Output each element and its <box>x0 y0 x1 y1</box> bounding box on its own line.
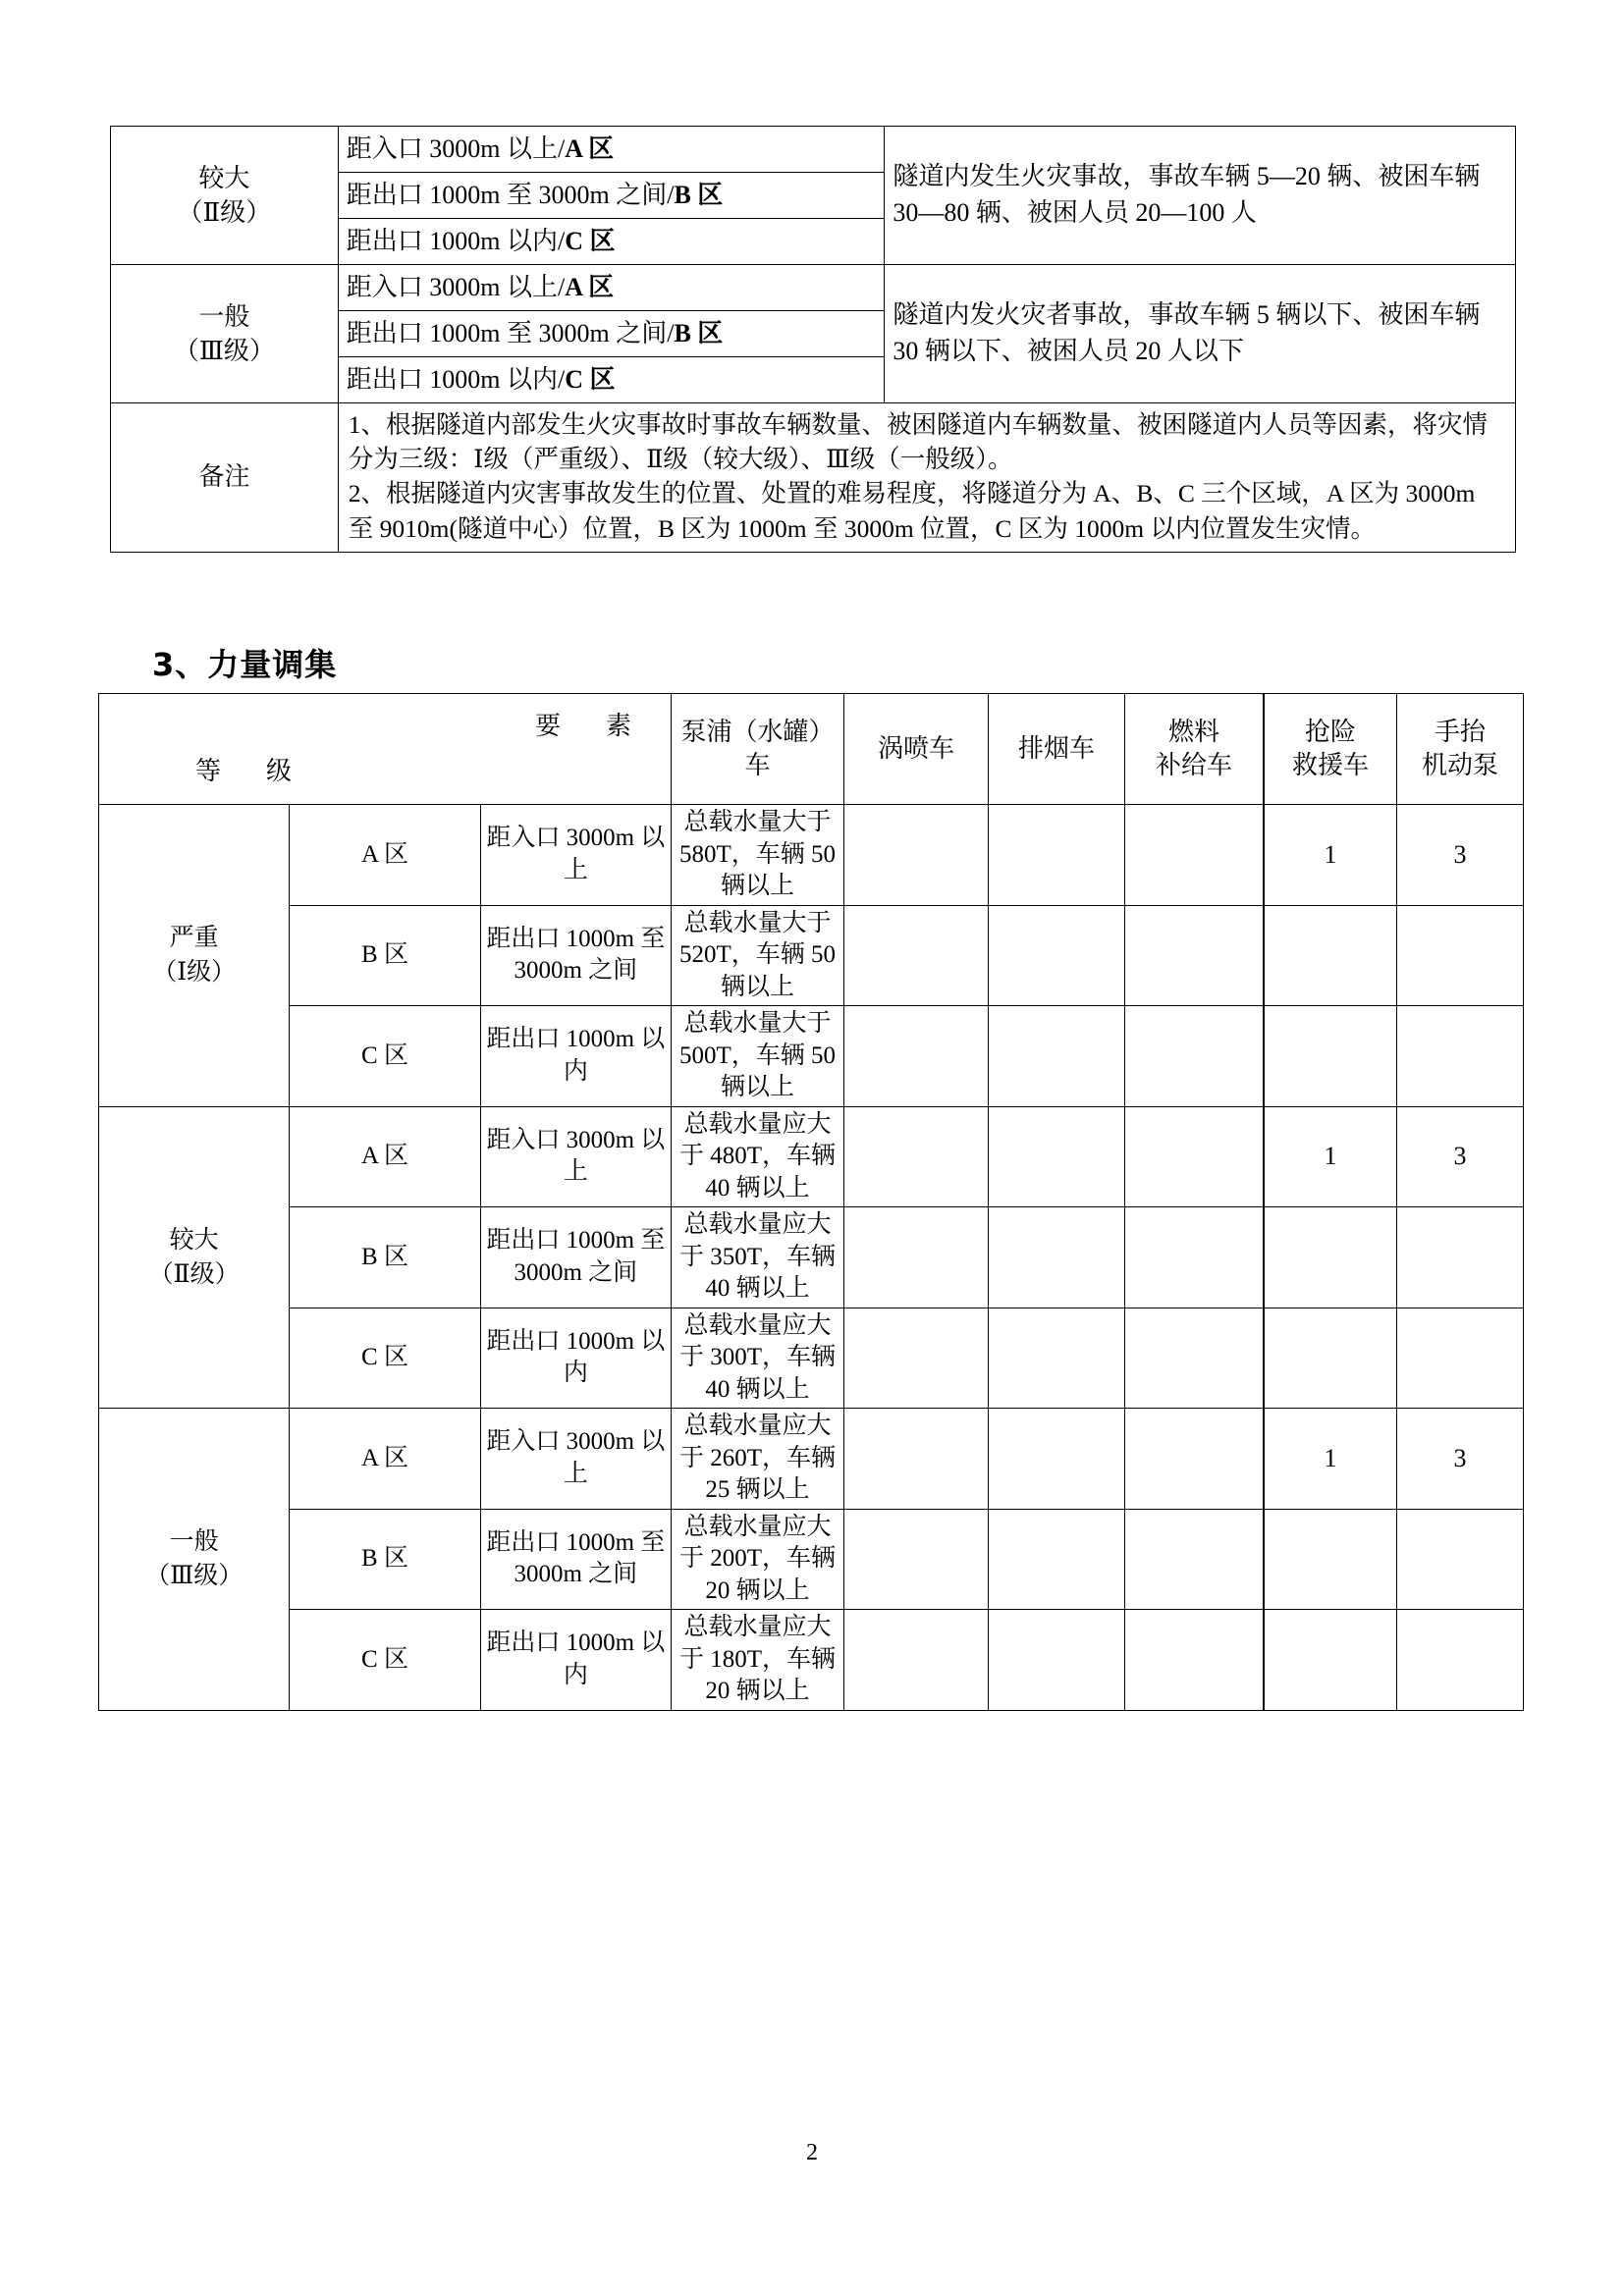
pump-vehicle-cell <box>672 1308 844 1409</box>
pump-line3: 40 辆以上 <box>705 1174 810 1201</box>
zone-cell: B 区 <box>290 905 480 1006</box>
table-row <box>99 805 1524 906</box>
table-row <box>111 265 1516 311</box>
element-header-label: 要 素 <box>534 712 641 740</box>
element-line2: 3000m 之间 <box>514 957 638 985</box>
pump-line2: 于 350T，车辆 <box>678 1243 837 1270</box>
pump-line3: 20 辆以上 <box>705 1576 810 1604</box>
portable-pump-cell <box>1397 1610 1524 1711</box>
zone-cell: A 区 <box>290 805 480 906</box>
remarks-line-2: 2、根据隧道内灾害事故发生的位置、处置的难易程度，将隧道分为 A、B、C 三个区域，A 区为 3000m 至 9010m(隧道中心）位置，B 区为 1000m 至 3000m 位置，C 区为 1000m 以内位置发生灾情。 <box>348 479 1476 543</box>
pump-vehicle-cell <box>672 805 844 906</box>
pump-vehicle-cell <box>672 1610 844 1711</box>
grade-description-cell: 隧道内发火灾者事故，事故车辆 5 辆以下、被困车辆 30 辆以下、被困人员 20 人以下 <box>885 265 1516 403</box>
group-level-line1: 较大 <box>169 1226 219 1254</box>
zone-text: 距出口 1000m 至 3000m 之间/ <box>346 318 675 347</box>
fuel-supply-cell <box>1125 1308 1265 1409</box>
fuel-supply-cell <box>1125 1509 1265 1610</box>
element-cell <box>480 1006 671 1107</box>
pump-vehicle-cell <box>672 905 844 1006</box>
pump-vehicle-cell <box>672 1409 844 1510</box>
zone-code: C 区 <box>565 364 616 394</box>
group-level-cell <box>99 1409 290 1711</box>
column-header-fuel-supply <box>1125 694 1265 805</box>
pump-line3: 40 辆以上 <box>705 1375 810 1403</box>
fuel-supply-cell <box>1125 1610 1265 1711</box>
zone-cell <box>338 357 885 403</box>
rescue-vehicle-cell: 1 <box>1264 1409 1397 1510</box>
fuel-supply-cell <box>1125 1006 1265 1107</box>
portable-pump-cell: 3 <box>1397 1409 1524 1510</box>
element-line1: 距入口 3000m 以上 <box>486 1126 666 1186</box>
pump-line1: 总载水量大于 <box>683 1010 832 1037</box>
level-element-split-header <box>99 694 672 805</box>
zone-code: B 区 <box>674 318 724 347</box>
pump-line1: 总载水量应大 <box>683 1413 832 1439</box>
grade-description-cell: 隧道内发生火灾事故，事故车辆 5—20 辆、被困车辆 30—80 辆、被困人员 20—100 人 <box>885 127 1516 265</box>
group-level-line2: （Ⅱ级） <box>148 1260 240 1288</box>
portable-pump-cell <box>1397 1308 1524 1409</box>
fuel-supply-cell <box>1125 805 1265 906</box>
zone-cell: C 区 <box>290 1308 480 1409</box>
element-line1: 距入口 3000m 以上 <box>486 825 666 883</box>
fuel-supply-cell <box>1125 1409 1265 1510</box>
zone-text: 距出口 1000m 以内/ <box>346 364 566 394</box>
pump-line1: 总载水量应大 <box>683 1614 832 1640</box>
pump-line1: 总载水量应大 <box>683 1110 832 1138</box>
element-line1: 距出口 1000m 以内 <box>486 1026 666 1085</box>
vortex-vehicle-cell <box>844 1106 989 1207</box>
smoke-exhaust-cell <box>989 805 1125 906</box>
zone-cell <box>338 127 885 173</box>
pump-line3: 25 辆以上 <box>705 1476 810 1503</box>
remarks-label: 备注 <box>111 403 339 553</box>
pump-line2: 于 180T，车辆 <box>678 1645 837 1673</box>
grade-level-cell <box>111 265 339 403</box>
element-line2: 3000m 之间 <box>514 1258 638 1286</box>
pump-line2: 520T，车辆 50 <box>678 941 837 968</box>
smoke-exhaust-cell <box>989 1308 1125 1409</box>
column-header-motor-line2: 机动泵 <box>1421 751 1498 779</box>
column-header-fuel-line1: 燃料 <box>1167 718 1219 747</box>
rescue-vehicle-cell: 1 <box>1264 805 1397 906</box>
portable-pump-cell <box>1397 1006 1524 1107</box>
fuel-supply-cell <box>1125 905 1265 1006</box>
remarks-body <box>338 403 1515 553</box>
pump-line2: 于 260T，车辆 <box>678 1444 837 1471</box>
table-row <box>99 1509 1524 1610</box>
element-line1: 距出口 1000m 以内 <box>486 1327 666 1387</box>
column-header-vortex: 涡喷车 <box>844 694 989 805</box>
element-cell <box>480 1308 671 1409</box>
pump-line3: 40 辆以上 <box>705 1275 810 1302</box>
zone-code: C 区 <box>565 226 616 255</box>
zone-code: A 区 <box>565 133 615 163</box>
table-row <box>99 1308 1524 1409</box>
pump-line2: 于 300T，车辆 <box>678 1344 837 1370</box>
table-header-row <box>99 694 1524 805</box>
vortex-vehicle-cell <box>844 1207 989 1308</box>
portable-pump-cell <box>1397 1207 1524 1308</box>
table-row <box>99 1409 1524 1510</box>
fuel-supply-cell <box>1125 1207 1265 1308</box>
pump-line1: 总载水量大于 <box>683 909 832 936</box>
table-row <box>99 1006 1524 1107</box>
section-heading: 3、力量调集 <box>152 646 338 683</box>
zone-cell <box>338 173 885 219</box>
zone-cell: A 区 <box>290 1409 480 1510</box>
element-line1: 距出口 1000m 至 <box>486 1227 666 1255</box>
pump-line3: 20 辆以上 <box>705 1678 810 1704</box>
element-line1: 距出口 1000m 至 <box>486 925 666 952</box>
zone-code: A 区 <box>565 272 615 301</box>
vortex-vehicle-cell <box>844 1610 989 1711</box>
vortex-vehicle-cell <box>844 905 989 1006</box>
rescue-vehicle-cell <box>1264 1308 1397 1409</box>
pump-line1: 总载水量大于 <box>683 809 832 835</box>
group-level-line2: （Ⅰ级） <box>152 959 237 987</box>
disaster-grading-table <box>110 126 1516 553</box>
pump-vehicle-cell <box>672 1106 844 1207</box>
group-level-cell <box>99 805 290 1107</box>
smoke-exhaust-cell <box>989 1509 1125 1610</box>
column-header-smoke-exhaust: 排烟车 <box>989 694 1125 805</box>
zone-text: 距出口 1000m 至 3000m 之间/ <box>346 180 675 209</box>
fuel-supply-cell <box>1125 1106 1265 1207</box>
zone-cell <box>338 311 885 357</box>
group-level-line2: （Ⅲ级） <box>145 1563 244 1590</box>
pump-line2: 580T，车辆 50 <box>678 840 837 868</box>
column-header-rescue-line1: 抢险 <box>1304 718 1356 747</box>
smoke-exhaust-cell <box>989 1409 1125 1510</box>
zone-cell: A 区 <box>290 1106 480 1207</box>
rescue-vehicle-cell <box>1264 905 1397 1006</box>
zone-cell: B 区 <box>290 1509 480 1610</box>
grade-level-cell <box>111 127 339 265</box>
pump-line2: 于 480T，车辆 <box>678 1143 837 1169</box>
page-number: 2 <box>806 2140 818 2165</box>
pump-line1: 总载水量应大 <box>683 1311 832 1339</box>
table-row-remarks <box>111 403 1516 553</box>
column-header-pump: 泵浦（水罐）车 <box>672 694 844 805</box>
pump-line3: 辆以上 <box>720 873 794 899</box>
pump-vehicle-cell <box>672 1207 844 1308</box>
vortex-vehicle-cell <box>844 1409 989 1510</box>
zone-text: 距出口 1000m 以内/ <box>346 226 566 255</box>
vortex-vehicle-cell <box>844 1509 989 1610</box>
rescue-vehicle-cell <box>1264 1610 1397 1711</box>
column-header-motor-line1: 手抬 <box>1434 718 1486 747</box>
element-cell <box>480 1207 671 1308</box>
vortex-vehicle-cell <box>844 1006 989 1107</box>
table-row <box>99 905 1524 1006</box>
level-header-label: 等 级 <box>195 757 302 786</box>
smoke-exhaust-cell <box>989 1207 1125 1308</box>
portable-pump-cell <box>1397 1509 1524 1610</box>
zone-cell: B 区 <box>290 1207 480 1308</box>
group-level-line1: 严重 <box>169 925 219 952</box>
group-level-line1: 一般 <box>169 1528 219 1556</box>
vortex-vehicle-cell <box>844 805 989 906</box>
zone-cell: C 区 <box>290 1610 480 1711</box>
pump-line1: 总载水量应大 <box>683 1211 832 1238</box>
element-cell <box>480 1409 671 1510</box>
element-cell <box>480 905 671 1006</box>
rescue-vehicle-cell <box>1264 1509 1397 1610</box>
element-line1: 距出口 1000m 以内 <box>486 1629 666 1688</box>
zone-cell <box>338 265 885 311</box>
smoke-exhaust-cell <box>989 905 1125 1006</box>
pump-vehicle-cell <box>672 1509 844 1610</box>
remarks-line-1: 1、根据隧道内部发生火灾事故时事故车辆数量、被困隧道内车辆数量、被困隧道内人员等因素，将灾情分为三级：Ⅰ级（严重级）、Ⅱ级（较大级）、Ⅲ级（一般级）。 <box>348 410 1489 474</box>
element-line1: 距出口 1000m 至 <box>486 1528 666 1556</box>
column-header-rescue <box>1264 694 1397 805</box>
element-cell <box>480 1106 671 1207</box>
table-row <box>111 127 1516 173</box>
group-level-cell <box>99 1106 290 1409</box>
pump-line3: 辆以上 <box>720 1074 794 1100</box>
table-row <box>99 1106 1524 1207</box>
pump-line2: 于 200T，车辆 <box>678 1545 837 1572</box>
portable-pump-cell <box>1397 905 1524 1006</box>
force-deployment-table <box>98 693 1524 1711</box>
zone-code: B 区 <box>674 180 724 209</box>
zone-cell: C 区 <box>290 1006 480 1107</box>
element-cell <box>480 1509 671 1610</box>
pump-line3: 辆以上 <box>720 973 794 1000</box>
zone-cell <box>338 219 885 265</box>
table-row <box>99 1207 1524 1308</box>
smoke-exhaust-cell <box>989 1610 1125 1711</box>
rescue-vehicle-cell: 1 <box>1264 1106 1397 1207</box>
element-line2: 3000m 之间 <box>514 1561 638 1588</box>
column-header-fuel-line2: 补给车 <box>1155 751 1232 779</box>
grade-level-line1: 较大 <box>198 163 250 192</box>
table-row <box>99 1610 1524 1711</box>
smoke-exhaust-cell <box>989 1106 1125 1207</box>
pump-line2: 500T，车辆 50 <box>678 1041 837 1069</box>
element-cell <box>480 1610 671 1711</box>
zone-text: 距入口 3000m 以上/ <box>346 133 566 163</box>
grade-level-line2: （Ⅲ级） <box>173 337 275 365</box>
grade-level-line2: （Ⅱ级） <box>177 198 272 227</box>
pump-line1: 总载水量应大 <box>683 1513 832 1540</box>
element-line1: 距入口 3000m 以上 <box>486 1428 666 1487</box>
grade-level-line1: 一般 <box>198 301 250 331</box>
rescue-vehicle-cell <box>1264 1207 1397 1308</box>
zone-text: 距入口 3000m 以上/ <box>346 272 566 301</box>
portable-pump-cell: 3 <box>1397 1106 1524 1207</box>
column-header-rescue-line2: 救援车 <box>1291 751 1369 779</box>
pump-vehicle-cell <box>672 1006 844 1107</box>
element-cell <box>480 805 671 906</box>
vortex-vehicle-cell <box>844 1308 989 1409</box>
smoke-exhaust-cell <box>989 1006 1125 1107</box>
rescue-vehicle-cell <box>1264 1006 1397 1107</box>
portable-pump-cell: 3 <box>1397 805 1524 906</box>
column-header-portable-pump <box>1397 694 1524 805</box>
